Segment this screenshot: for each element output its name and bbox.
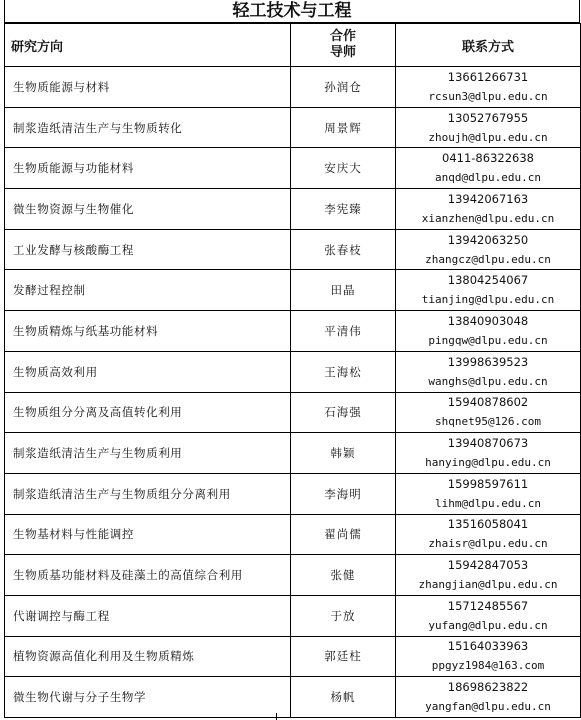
- phone-number: 15940878602: [447, 395, 529, 410]
- email-address[interactable]: lihm@dlpu.edu.cn: [435, 496, 541, 510]
- phone-number: 13998639523: [447, 354, 529, 369]
- phone-number: 13942067163: [447, 191, 529, 206]
- contact-cell: [396, 148, 581, 189]
- contact-cell: [396, 67, 581, 108]
- advisor-name-cell: 田晶: [291, 270, 396, 311]
- research-direction-cell: 代谢调控与酶工程: [5, 595, 291, 636]
- research-direction-cell: 微生物资源与生物催化: [5, 189, 291, 230]
- contact-sheet: [4, 0, 580, 718]
- table-row: [5, 473, 581, 514]
- table-row: [5, 148, 581, 189]
- header-contact: 联系方式: [396, 24, 581, 67]
- phone-number: 18698623822: [447, 680, 529, 695]
- email-address[interactable]: anqd@dlpu.edu.cn: [435, 171, 541, 185]
- phone-number: 13661266731: [447, 69, 529, 84]
- contact-cell: [396, 677, 581, 718]
- phone-number: 13940870673: [447, 436, 529, 451]
- research-direction-cell: 工业发酵与核酸酶工程: [5, 229, 291, 270]
- table-row: [5, 392, 581, 433]
- phone-number: 15998597611: [447, 476, 529, 491]
- contact-cell: [396, 636, 581, 677]
- contact-cell: [396, 595, 581, 636]
- contact-cell: [396, 311, 581, 352]
- email-address[interactable]: zhangjian@dlpu.edu.cn: [418, 578, 558, 592]
- table-row: [5, 229, 581, 270]
- email-address[interactable]: yangfan@dlpu.edu.cn: [425, 700, 551, 714]
- research-direction-cell: 制浆造纸清洁生产与生物质利用: [5, 433, 291, 474]
- advisor-name-cell: 李宪臻: [291, 189, 396, 230]
- advisor-name-cell: 杨帆: [291, 677, 396, 718]
- research-direction-cell: 发酵过程控制: [5, 270, 291, 311]
- table-row: [5, 514, 581, 555]
- phone-number: 13840903048: [447, 313, 529, 328]
- phone-number: 0411-86322638: [442, 151, 534, 166]
- header-advisor-line2: 导师: [329, 45, 356, 60]
- research-direction-cell: 生物质基功能材料及硅藻土的高值综合利用: [5, 555, 291, 596]
- email-address[interactable]: pingqw@dlpu.edu.cn: [428, 333, 548, 347]
- table-row: [5, 433, 581, 474]
- research-direction-cell: 生物质能源与材料: [5, 67, 291, 108]
- contact-cell: [396, 392, 581, 433]
- phone-number: 15712485567: [447, 598, 529, 613]
- table-row: [5, 67, 581, 108]
- phone-number: 15942847053: [447, 558, 529, 573]
- advisor-name-cell: 于放: [291, 595, 396, 636]
- table-row: [5, 351, 581, 392]
- email-address[interactable]: tianjing@dlpu.edu.cn: [421, 293, 555, 307]
- research-direction-cell: 生物质能源与功能材料: [5, 148, 291, 189]
- research-direction-cell: 生物质组分分离及高值转化利用: [5, 392, 291, 433]
- header-research-direction: 研究方向: [5, 24, 291, 67]
- email-address[interactable]: yufang@dlpu.edu.cn: [428, 618, 548, 632]
- advisor-name-cell: 李海明: [291, 473, 396, 514]
- contact-cell: [396, 351, 581, 392]
- advisor-name-cell: 翟尚儒: [291, 514, 396, 555]
- phone-number: 13052767955: [447, 110, 529, 125]
- table-row: [5, 636, 581, 677]
- email-address[interactable]: xianzhen@dlpu.edu.cn: [421, 211, 555, 225]
- advisor-name-cell: 平清伟: [291, 311, 396, 352]
- page-title: 轻工技术与工程: [4, 0, 580, 23]
- research-direction-cell: 生物基材料与性能调控: [5, 514, 291, 555]
- advisor-table: [4, 23, 581, 718]
- contact-cell: [396, 107, 581, 148]
- table-row: [5, 677, 581, 718]
- advisor-name-cell: 郭廷柱: [291, 636, 396, 677]
- table-row: [5, 555, 581, 596]
- advisor-name-cell: 石海强: [291, 392, 396, 433]
- advisor-name-cell: 韩颖: [291, 433, 396, 474]
- table-row: [5, 311, 581, 352]
- email-address[interactable]: zhoujh@dlpu.edu.cn: [428, 130, 548, 144]
- advisor-name-cell: 张健: [291, 555, 396, 596]
- table-header-row: [5, 24, 581, 67]
- advisor-name-cell: 张春枝: [291, 229, 396, 270]
- email-address[interactable]: zhaisr@dlpu.edu.cn: [428, 537, 548, 551]
- contact-cell: [396, 270, 581, 311]
- advisor-name-cell: 周景辉: [291, 107, 396, 148]
- email-address[interactable]: ppgyz1984@163.com: [431, 659, 545, 673]
- table-body: [5, 67, 581, 718]
- contact-cell: [396, 555, 581, 596]
- research-direction-cell: 制浆造纸清洁生产与生物质转化: [5, 107, 291, 148]
- advisor-name-cell: 孙润仓: [291, 67, 396, 108]
- email-address[interactable]: wanghs@dlpu.edu.cn: [428, 374, 548, 388]
- email-address[interactable]: zhangcz@dlpu.edu.cn: [425, 252, 551, 266]
- table-row: [5, 270, 581, 311]
- advisor-name-cell: 安庆大: [291, 148, 396, 189]
- table-row: [5, 595, 581, 636]
- header-advisor-line1: 合作: [329, 29, 356, 44]
- contact-cell: [396, 473, 581, 514]
- contact-cell: [396, 189, 581, 230]
- contact-cell: [396, 514, 581, 555]
- research-direction-cell: 制浆造纸清洁生产与生物质组分分离利用: [5, 473, 291, 514]
- table-row: [5, 107, 581, 148]
- phone-number: 13942063250: [447, 232, 529, 247]
- email-address[interactable]: hanying@dlpu.edu.cn: [425, 456, 551, 470]
- contact-cell: [396, 433, 581, 474]
- research-direction-cell: 生物质精炼与纸基功能材料: [5, 311, 291, 352]
- research-direction-cell: 植物资源高值化利用及生物质精炼: [5, 636, 291, 677]
- research-direction-cell: 生物质高效利用: [5, 351, 291, 392]
- header-advisor: [291, 24, 396, 67]
- advisor-name-cell: 王海松: [291, 351, 396, 392]
- contact-cell: [396, 229, 581, 270]
- table-row: [5, 189, 581, 230]
- research-direction-cell: 微生物代谢与分子生物学: [5, 677, 291, 718]
- email-address[interactable]: rcsun3@dlpu.edu.cn: [428, 89, 548, 103]
- phone-number: 13516058041: [447, 517, 529, 532]
- phone-number: 15164033963: [447, 639, 529, 654]
- phone-number: 13804254067: [447, 273, 529, 288]
- page-edge-mark: [276, 713, 317, 720]
- email-address[interactable]: shqnet95@126.com: [435, 415, 541, 429]
